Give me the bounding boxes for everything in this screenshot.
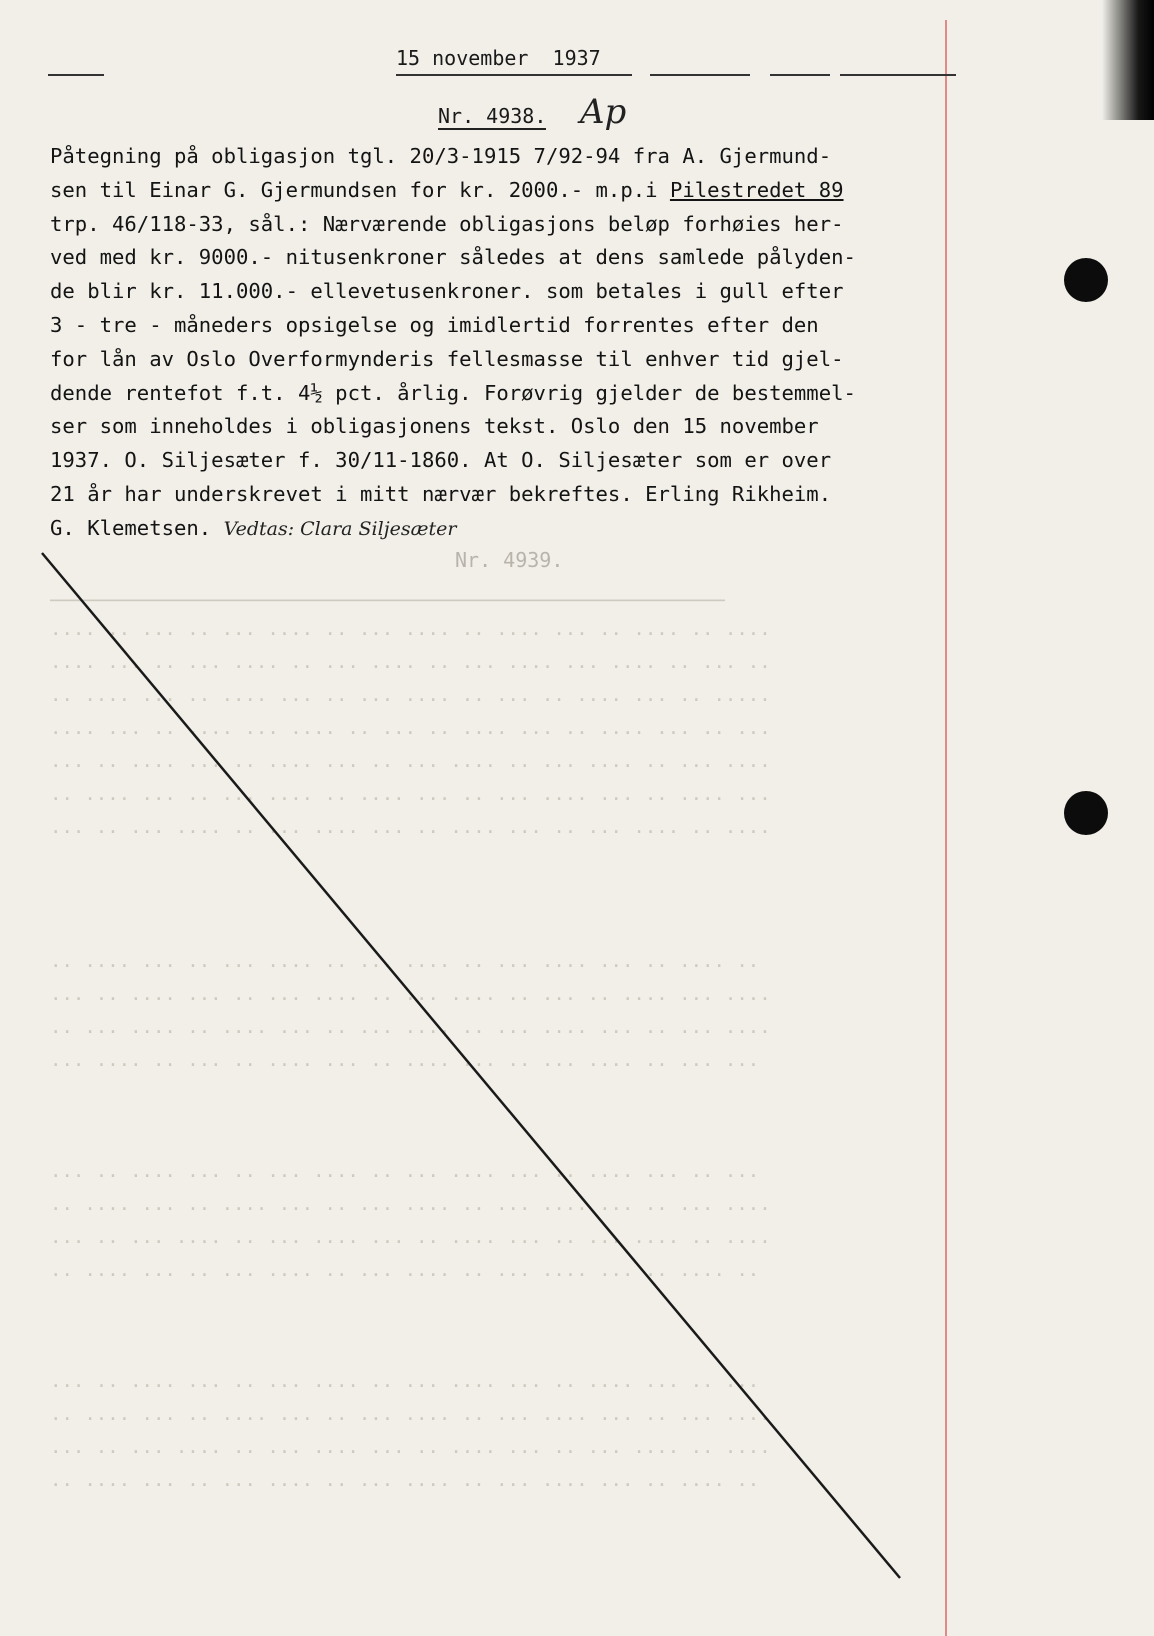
text-line: trp. 46/118-33, sål.: Nærværende obligasjons beløp forhøies her-: [50, 211, 844, 236]
faint-bleed-through-text: ─────────────────────────────────────────────────────────── ···· ·· ··· ·· ··· ···· ·· ··· ···· ·· ···· ··· ·· ···· ·· ···· ···· ··· ·· ··· ···· ·· ··· ···· ·· ··· ···· ··· ···· ·· ··· ·· ·· ···· ··· ·· ···· ··· ·· ··· ···· ·· ··· ·· ···· ··· ·· ····· ···· ··· ·· ···· ··· ···· ·· ··· ·· ···· ··· ·· ···· ··· ·· ··· ··· ·· ···· ··· ·· ···· ··· ·· ··· ···· ·· ··· ···· ·· ··· ···· ·· ···· ··· ·· ··· ···· ·· ···· ··· ·· ··· ···· ··· ·· ···· ··· ··· ·· ··· ···· ·· ··· ···· ··· ·· ···· ··· ·· ··· ···· ·· ····: [50, 590, 771, 843]
text-line: ser som inneholdes i obligasjonens tekst. Oslo den 15 november: [50, 414, 819, 439]
faint-bleed-through-text: ··· ·· ···· ··· ·· ··· ···· ·· ··· ···· ··· ···· ··· ·· ··· ·· ···· ··· ·· ···· ··· ·· ··· ···· ·· ··· ···· ··· ·· ··· ···· ··· ·· ··· ···· ·· ··· ···· ··· ·· ···· ··· ·· ··· ···· ·· ···· ·· ···· ··· ·· ··· ···· ·· ··· ···· ·· ··· ···· ··· ·· ···· ··: [50, 1165, 771, 1286]
page-date: 15 november 1937: [396, 46, 601, 70]
entry-initial-mark: Ap: [580, 92, 627, 132]
entry-number: Nr. 4938.: [438, 104, 547, 128]
diagonal-cancel-line: [42, 553, 900, 1578]
text-line: de blir kr. 11.000.- ellevetusenkroner. som betales i gull efter: [50, 279, 844, 304]
text-segment: sen til Einar G. Gjermundsen for kr. 2000.- m.p.i: [50, 177, 670, 202]
text-line: for lån av Oslo Overformynderis fellesmasse til enhver tid gjel-: [50, 346, 844, 371]
text-line: ved med kr. 9000.- nitusenkroner således at dens samlede pålyden-: [50, 245, 856, 270]
next-entry-number: Nr. 4939.: [455, 548, 564, 572]
text-line: 21 år har underskrevet i mitt nærvær bekreftes. Erling Rikheim.: [50, 481, 832, 506]
text-line: dende rentefot f.t. 4½ pct. årlig. Forøvrig gjelder de bestemmel-: [50, 380, 856, 405]
handwritten-signature: Vedtas: Clara Siljesæter: [223, 517, 457, 540]
text-line: 1937. O. Siljesæter f. 30/11-1860. At O. Siljesæter som er over: [50, 448, 832, 473]
address-underlined: Pilestredet 89: [669, 177, 844, 202]
faint-bleed-through-text: ·· ···· ··· ·· ··· ···· ·· ··· ···· ·· ··· ···· ··· ·· ···· ·· ··· ·· ···· ··· ·· ··· ···· ·· ··· ···· ·· ··· ·· ···· ··· ···· ·· ··· ···· ·· ···· ··· ·· ··· ···· ·· ··· ···· ··· ·· ··· ···· ··· ···· ·· ··· ·· ···· ··· ·· ···· ··· ·· ··· ···· ·· ··· ···: [50, 955, 771, 1076]
text-line: 3 - tre - måneders opsigelse og imidlertid forrentes efter den: [50, 312, 819, 337]
text-line: Påtegning på obligasjon tgl. 20/3-1915 7/92-94 fra A. Gjermund-: [50, 144, 832, 168]
faint-bleed-through-text: ··· ·· ···· ··· ·· ··· ···· ·· ··· ···· ··· ·· ···· ··· ·· ··· ·· ···· ··· ·· ···· ··· ·· ··· ···· ·· ··· ···· ··· ·· ··· ···· ··· ·· ··· ···· ·· ··· ···· ··· ·· ···· ··· ·· ··· ···· ·· ···· ·· ···· ··· ·· ··· ···· ·· ··· ···· ·· ··· ···· ··· ·· ···· ··: [50, 1375, 771, 1496]
punch-hole: [1064, 791, 1108, 835]
punch-hole: [1064, 258, 1108, 302]
text-segment: G. Klemetsen.: [50, 515, 224, 540]
